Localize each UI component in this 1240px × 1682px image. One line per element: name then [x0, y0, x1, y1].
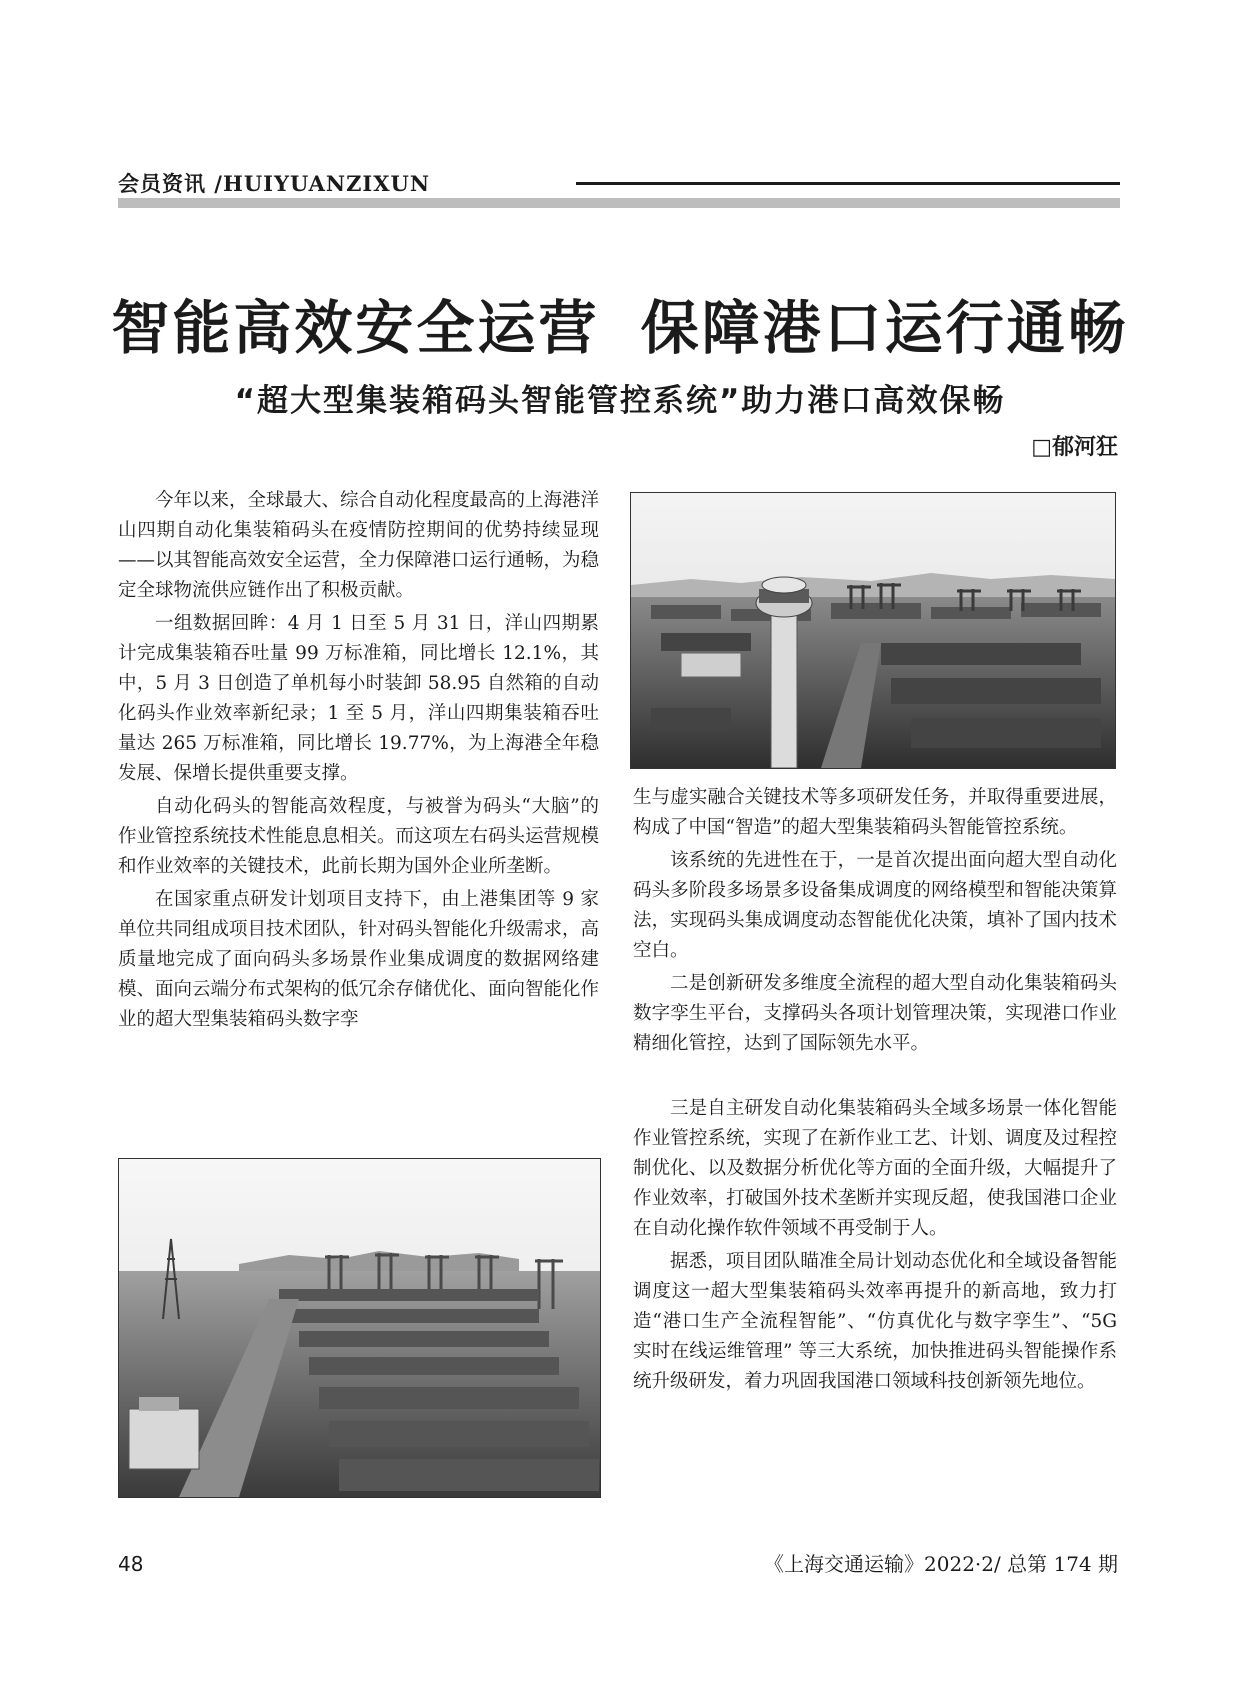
- paragraph: 生与虚实融合关键技术等多项研发任务，并取得重要进展，构成了中国“智造”的超大型集装箱码头智能管控系统。: [633, 787, 1117, 838]
- section-label: 会员资讯 /HUIYUANZIXUN: [118, 171, 431, 196]
- container-yard-photo: [118, 1158, 601, 1498]
- journal-issue: 《上海交通运输》2022·2/ 总第 174 期: [764, 1552, 1118, 1576]
- paragraph: 三是自主研发自动化集装箱码头全域多场景一体化智能作业管控系统，实现了在新作业工艺、计划、调度及过程控制优化、以及数据分析优化等方面的全面升级，大幅提升了作业效率，打破国外技术垄断并实现反超，使我国港口企业在自动化操作软件领域不再受制于人。: [633, 1098, 1117, 1239]
- article-subtitle: “超大型集装箱码头智能管控系统”助力港口高效保畅: [234, 383, 1006, 419]
- paragraph: 在国家重点研发计划项目支持下，由上港集团等 9 家单位共同组成项目技术团队，针对码头智能化升级需求，高质量地完成了面向码头多场景作业集成调度的数据网络建模、面向云端分布式架构的低冗余存储优化、面向智能化作业的超大型集装箱码头数字孪: [118, 889, 600, 1030]
- paragraph: 二是创新研发多维度全流程的超大型自动化集装箱码头数字孪生平台，支撑码头各项计划管理决策，实现港口作业精细化管控，达到了国际领先水平。: [633, 973, 1117, 1054]
- paragraph: 据悉，项目团队瞄准全局计划动态优化和全域设备智能调度这一超大型集装箱码头效率再提升的新高地，致力打造“港口生产全流程智能”、“仿真优化与数字孪生”、“5G 实时在线运维管理” 等三大系统，加快推进码头智能操作系统升级研发，着力巩固我国港口领域科技创新领先地位。: [633, 1251, 1117, 1392]
- header-band: [118, 198, 1120, 208]
- article-author: □郁河狂: [1031, 435, 1118, 460]
- paragraph: 一组数据回眸：4 月 1 日至 5 月 31 日，洋山四期累计完成集装箱吞吐量 99 万标准箱，同比增长 12.1%，其中，5 月 3 日创造了单机每小时装卸 58.95 自然箱的自动化码头作业效率新纪录；1 至 5 月，洋山四期集装箱吞吐量达 265 万标准箱，同比增长 19.77%，为上海港全年稳发展、保增长提供重要支撑。: [118, 613, 599, 784]
- right-column-bottom: [633, 1094, 1117, 1400]
- paragraph: 自动化码头的智能高效程度，与被誉为码头“大脑”的作业管控系统技术性能息息相关。而这项左右码头运营规模和作业效率的关键技术，此前长期为国外企业所垄断。: [118, 796, 600, 877]
- left-column: [118, 486, 599, 1038]
- paragraph: 今年以来，全球最大、综合自动化程度最高的上海港洋山四期自动化集装箱码头在疫情防控期间的优势持续显现——以其智能高效安全运营，全力保障港口运行通畅，为稳定全球物流供应链作出了积极贡献。: [118, 490, 600, 601]
- article-title: 智能高效安全运营 保障港口运行通畅: [111, 294, 1129, 362]
- control-tower-photo: [630, 492, 1116, 769]
- header-rule: [576, 182, 1120, 185]
- section-header: [118, 168, 1120, 208]
- page-number: 48: [118, 1552, 144, 1576]
- paragraph: 该系统的先进性在于，一是首次提出面向超大型自动化码头多阶段多场景多设备集成调度的网络模型和智能决策算法，实现码头集成调度动态智能优化决策，填补了国内技术空白。: [633, 850, 1117, 961]
- right-column-top: [633, 783, 1117, 1062]
